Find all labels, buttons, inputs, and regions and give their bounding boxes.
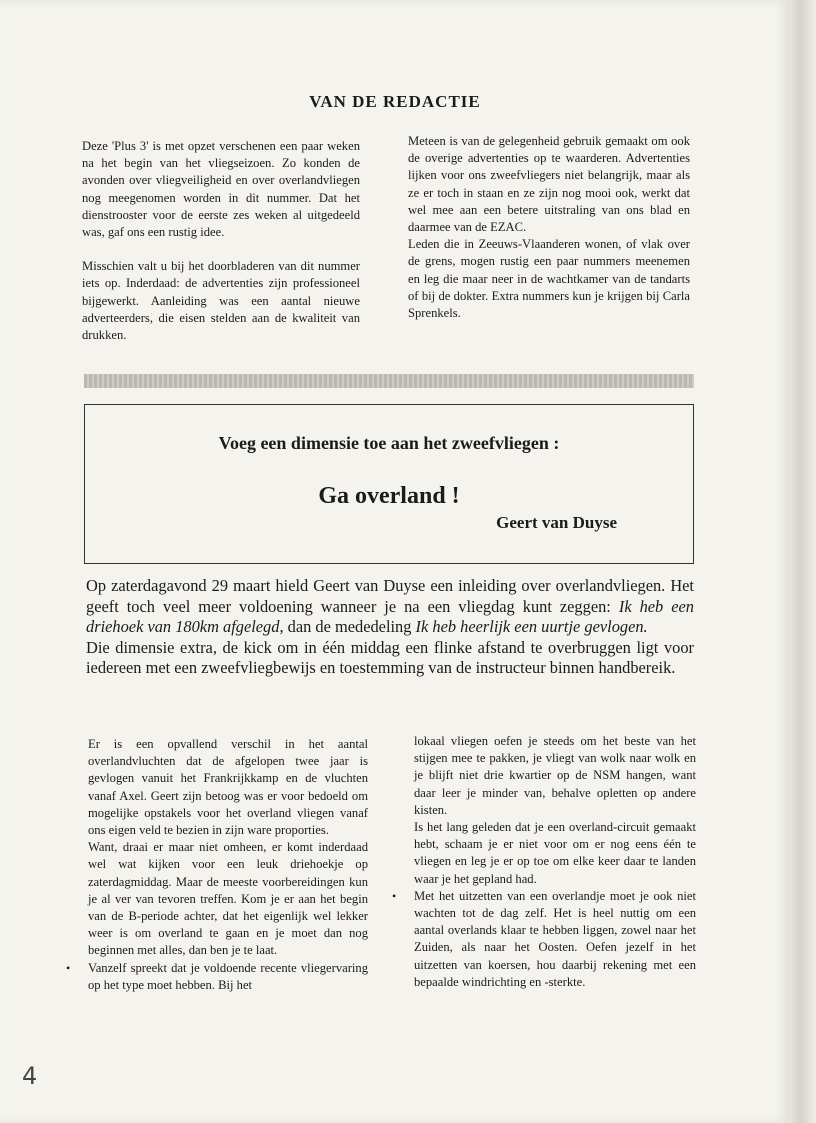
bullet-icon: • bbox=[66, 960, 71, 975]
article-subtitle: Voeg een dimensie toe aan het zweefvliegen : bbox=[218, 433, 560, 453]
intro-text: Op zaterdagavond 29 maart hield Geert van Duyse een inleiding over overlandvliegen. Het geeft toch veel meer voldoening wanneer je na een vliegdag kunt zeggen: bbox=[86, 576, 694, 616]
article-paragraph: lokaal vliegen oefen je steeds om het beste van het stijgen mee te pakken, je vliegt van wolk naar wolk en je blijft niet drie kwartier op de NSM hangen, want daar leer je minder van, behalve opletten op andere kisten. bbox=[414, 734, 696, 817]
article-left-column bbox=[66, 736, 368, 994]
article-title: Ga overland ! bbox=[318, 483, 460, 509]
article-paragraph: Is het lang geleden dat je een overland-circuit gemaakt hebt, schaam je er niet voor om er nog eens één te vliegen en leg je er op toe om elke keer daar te landen waar je het gepland had. bbox=[414, 820, 696, 886]
editorial-paragraph: Misschien valt u bij het doorbladeren van dit nummer iets op. Inderdaad: de advertenties zijn professioneel bijgewerkt. Aanleiding was een aantal nieuwe adverteerders, die eisen stelden aan de kwaliteit van drukken. bbox=[82, 259, 360, 343]
page-edge bbox=[790, 0, 816, 1123]
page-number: 4 bbox=[22, 1062, 38, 1090]
divider-band bbox=[84, 374, 694, 388]
article-right-column bbox=[392, 733, 696, 991]
bullet-item bbox=[66, 960, 368, 994]
editorial-title: VAN DE REDACTIE bbox=[309, 92, 481, 111]
article-intro bbox=[86, 576, 694, 679]
editorial-paragraph: Deze 'Plus 3' is met opzet verschenen een paar weken na het begin van het vliegseizoen. Zo konden de avonden over vliegveiligheid en over overlandvliegen nog meegenomen worden in dit nummer. Dat het dienstrooster voor de eerste zes weken al uitgedeeld was, gaf ons een rustig idee. bbox=[82, 139, 360, 240]
article-paragraph: Want, draai er maar niet omheen, er komt inderdaad wel wat kijken voor een leuk driehoekje op zaterdagmiddag. Maar de meeste voorbereidingen kun je al ver van tevoren treffen. Kom je er aan het begin van de B-periode achter, dat het eigenlijk wel lekker weer is om overland te gaan en je moet dan nog beginnen met alles, dan ben je te laat. bbox=[88, 840, 368, 958]
article-paragraph: Er is een opvallend verschil in het aantal overlandvluchten dat de afgelopen twee jaar is gevlogen vanuit het Frankrijkkamp en de vluchten vanaf Axel. Geert zijn betoog was er voor bedoeld om mogelijke opstakels voor het overland vliegen vanaf ons eigen veld te bezien in zijn ware proporties. bbox=[88, 737, 368, 838]
article-heading-box bbox=[84, 404, 694, 564]
editorial-paragraph: Meteen is van de gelegenheid gebruik gemaakt om ook de overige advertenties op te waarderen. Advertenties lijken voor ons zweefvliegers niet belangrijk, maar als ze er toch in staan en ze zijn nog mooi ook, werkt dat wel mee aan een betere uitstraling van ons blad en daarmee van de EZAC. bbox=[408, 134, 690, 235]
bullet-item bbox=[392, 888, 696, 991]
article-author: Geert van Duyse bbox=[496, 513, 617, 532]
intro-quote: Ik heb een driehoek van 180km afgelegd bbox=[86, 596, 694, 636]
editorial-paragraph: Leden die in Zeeuws-Vlaanderen wonen, of vlak over de grens, mogen rustig een paar nummers meenemen en leg die maar neer in de wachtkamer van de tandarts of bij de dokter. Extra nummers kun je krijgen bij Carla Sprenkels. bbox=[408, 237, 690, 321]
intro-paragraph bbox=[86, 576, 694, 638]
intro-quote: Ik heb heerlijk een uurtje gevlogen. bbox=[415, 617, 648, 636]
bullet-text: Met het uitzetten van een overlandje moet je ook niet wachten tot de dag zelf. Het is heel nuttig om een aantal overlands klaar te hebben liggen, zowel naar het Zuiden, als naar het Oosten. Oefen jezelf in het uitzetten van koersen, hou daarbij rekening met een bepaalde windrichting en -sterkte. bbox=[414, 888, 696, 989]
editorial-right-column bbox=[408, 133, 690, 322]
editorial-left-column bbox=[82, 138, 360, 344]
intro-text: , dan de mededeling bbox=[279, 617, 416, 636]
intro-paragraph: Die dimensie extra, de kick om in één middag een flinke afstand te overbruggen ligt voor iedereen met een zweefvliegbewijs en toestemming van de instructeur binnen handbereik. bbox=[86, 637, 694, 677]
bullet-text: Vanzelf spreekt dat je voldoende recente vliegervaring op het type moet hebben. Bij het bbox=[88, 960, 368, 992]
bullet-icon: • bbox=[392, 888, 397, 903]
